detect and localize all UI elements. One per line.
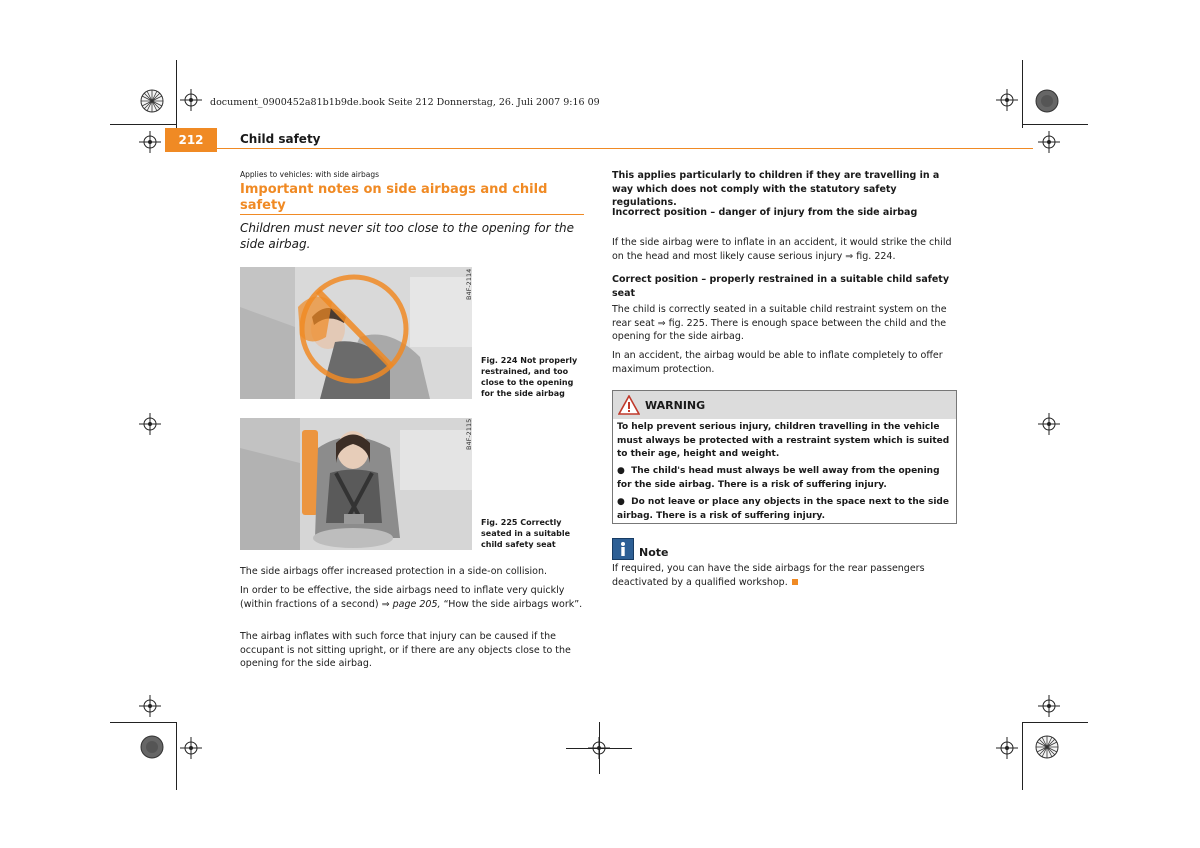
- body-paragraph: [240, 584, 584, 611]
- registration-target-icon: [1038, 131, 1060, 153]
- body-paragraph: The child is correctly seated in a suitable child restraint system on the rear seat ⇒ fig. 225. There is enough space between the child and the opening for the side airbag.: [612, 304, 947, 342]
- registration-target-icon: [1038, 413, 1060, 435]
- registration-line: [599, 722, 600, 774]
- color-wheel-icon: [1035, 735, 1059, 759]
- note-title: Note: [639, 546, 669, 559]
- figure-code: B4F-2115: [465, 418, 473, 450]
- color-wheel-icon: [140, 89, 164, 113]
- figure-224-image: [240, 267, 472, 399]
- registration-target-icon: [996, 89, 1018, 111]
- print-header: document_0900452a81b1b9de.book Seite 212 Donnerstag, 26. Juli 2007 9:16 09: [210, 97, 600, 108]
- lead-text: Children must never sit too close to the opening for the side airbag.: [240, 221, 575, 251]
- warning-title: WARNING: [645, 399, 706, 412]
- intro-bold: This applies particularly to children if they are travelling in a way which does not comply with the statutory safety regulations.: [612, 170, 940, 208]
- page-reference-link[interactable]: page 205,: [392, 598, 441, 610]
- end-of-section-icon: [792, 579, 798, 585]
- page-number: 212: [165, 128, 217, 152]
- body-paragraph: In an accident, the airbag would be able to inflate completely to offer maximum protection.: [612, 350, 943, 375]
- figure-code: B4F-2114: [465, 268, 473, 300]
- warning-box: [612, 390, 957, 524]
- registration-target-icon: [180, 737, 202, 759]
- note-body: If required, you can have the side airbags for the rear passengers deactivated by a qualified workshop.: [612, 563, 925, 588]
- title-rule: [240, 214, 584, 215]
- gray-circle-icon: [140, 735, 164, 759]
- registration-target-icon: [139, 695, 161, 717]
- body-paragraph: If the side airbag were to inflate in an accident, it would strike the child on the head and most likely cause serious injury ⇒ fig. 224.: [612, 237, 952, 262]
- body-text: In order to be effective, the side airbags need to inflate very quickly (within fractions of a second) ⇒: [240, 585, 565, 610]
- registration-target-icon: [180, 89, 202, 111]
- body-paragraph: The side airbags offer increased protection in a side-on collision.: [240, 566, 547, 577]
- body-paragraph: The airbag inflates with such force that injury can be caused if the occupant is not sitting upright, or if there are any objects close to the opening for the side airbag.: [240, 631, 571, 669]
- gray-circle-icon: [1035, 89, 1059, 113]
- figure-225-caption: Fig. 225 Correctly seated in a suitable child safety seat: [481, 518, 571, 549]
- warning-bullet-text: The child's head must always be well away from the opening for the side airbag. There is a risk of suffering injury.: [617, 466, 940, 490]
- subheading-incorrect: Incorrect position – danger of injury from the side airbag: [612, 207, 918, 218]
- body-text: “How the side airbags work”.: [443, 598, 583, 610]
- registration-target-icon: [996, 737, 1018, 759]
- registration-target-icon: [139, 131, 161, 153]
- warning-header: [613, 391, 956, 419]
- warning-bullet: ● The child's head must always be well away from the opening for the side airbag. There is a risk of suffering injury.: [617, 466, 940, 490]
- figure-224-caption: Fig. 224 Not properly restrained, and too close to the opening for the side airbag: [481, 356, 578, 398]
- note-text: [612, 562, 956, 589]
- warning-triangle-icon: [618, 395, 640, 415]
- applies-to-note: Applies to vehicles: with side airbags: [240, 170, 380, 179]
- info-icon: [612, 538, 634, 560]
- registration-target-icon: [1038, 695, 1060, 717]
- chapter-title: Child safety: [240, 132, 321, 146]
- registration-target-icon: [139, 413, 161, 435]
- header-rule: [165, 148, 1033, 149]
- warning-text: To help prevent serious injury, children travelling in the vehicle must always be protected with a restraint system which is suited to their age, height and weight.: [617, 422, 950, 459]
- warning-bullet: ● Do not leave or place any objects in the space next to the side airbag. There is a risk of suffering injury.: [617, 497, 949, 521]
- figure-225-image: [240, 418, 472, 550]
- subheading-correct: Correct position – properly restrained in a suitable child safety seat: [612, 274, 950, 299]
- section-title: Important notes on side airbags and child safety: [240, 182, 548, 213]
- warning-bullet-text: Do not leave or place any objects in the space next to the side airbag. There is a risk of suffering injury.: [617, 497, 949, 521]
